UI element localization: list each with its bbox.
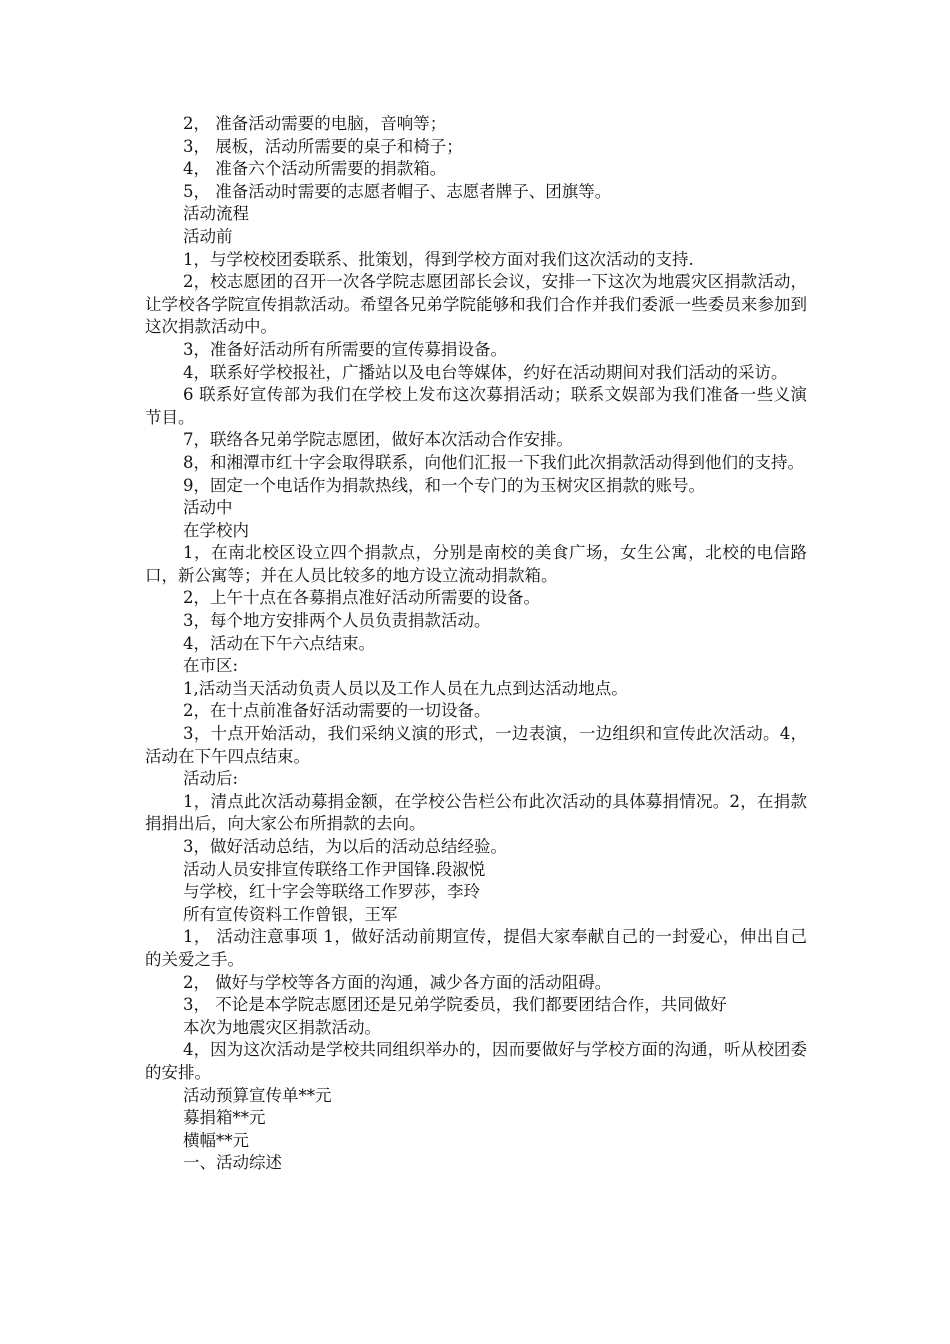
paragraph: 1,活动当天活动负责人员以及工作人员在九点到达活动地点。 [183, 678, 628, 698]
section-heading: 活动前 [183, 226, 233, 246]
paragraph: 2，上午十点在各募捐点准好活动所需要的设备。 [183, 588, 540, 608]
paragraph: 3，准备好活动所有所需要的宣传募捐设备。 [183, 339, 507, 359]
paragraph: 4，活动在下午六点结束。 [183, 633, 375, 653]
paragraph: 本次为地震灾区捐款活动。 [183, 1017, 381, 1037]
paragraph: 1，清点此次活动募捐金额，在学校公告栏公布此次活动的具体募捐情况。2，在捐款捐捐出后，向大家公布所捐款的去向。 [145, 791, 807, 834]
paragraph: 4，联系好学校报社，广播站以及电台等媒体，约好在活动期间对我们活动的采访。 [183, 362, 788, 382]
paragraph: 6 联系好宣传部为我们在学校上发布这次募捐活动；联系文娱部为我们准备一些义演节目。 [145, 385, 807, 427]
paragraph: 1， 活动注意事项 1，做好活动前期宣传，提倡大家奉献自己的一封爱心，伸出自己的关爱之手。 [145, 927, 807, 969]
document-page [145, 113, 807, 1175]
paragraph: 1，在南北校区设立四个捐款点，分别是南校的美食广场，女生公寓，北校的电信路口，新公寓等；并在人员比较多的地方设立流动捐款箱。 [145, 543, 807, 585]
paragraph: 2， 做好与学校等各方面的沟通，减少各方面的活动阻碍。 [183, 972, 612, 992]
section-heading: 活动中 [183, 498, 233, 518]
section-heading: 活动流程 [183, 204, 249, 224]
section-heading: 在学校内 [183, 520, 249, 540]
paragraph: 与学校，红十字会等联络工作罗莎，李玲 [183, 882, 480, 902]
section-heading: 在市区: [183, 656, 239, 676]
paragraph: 横幅**元 [183, 1130, 249, 1150]
paragraph: 7，联络各兄弟学院志愿团，做好本次活动合作安排。 [183, 430, 573, 450]
paragraph: 3，每个地方安排两个人员负责捐款活动。 [183, 611, 491, 631]
paragraph: 活动人员安排宣传联络工作尹国锋.段淑悦 [183, 859, 486, 879]
paragraph: 活动预算宣传单**元 [183, 1085, 332, 1105]
paragraph: 2，在十点前准备好活动需要的一切设备。 [183, 701, 491, 721]
paragraph: 3， 不论是本学院志愿团还是兄弟学院委员，我们都要团结合作，共同做好 [183, 995, 727, 1015]
paragraph: 4， 准备六个活动所需要的捐款箱。 [183, 159, 447, 179]
paragraph: 8，和湘潭市红十字会取得联系，向他们汇报一下我们此次捐款活动得到他们的支持。 [183, 452, 804, 472]
paragraph: 5， 准备活动时需要的志愿者帽子、志愿者牌子、团旗等。 [183, 181, 612, 201]
paragraph: 3， 展板，活动所需要的桌子和椅子； [183, 136, 463, 156]
paragraph: 2， 准备活动需要的电脑，音响等； [183, 114, 447, 133]
paragraph: 1，与学校校团委联系、批策划，得到学校方面对我们这次活动的支持. [183, 249, 694, 269]
paragraph: 4，因为这次活动是学校共同组织举办的，因而要做好与学校方面的沟通，听从校团委的安排。 [145, 1040, 807, 1082]
paragraph: 2，校志愿团的召开一次各学院志愿团部长会议，安排一下这次为地震灾区捐款活动，让学校各学院宣传捐款活动。希望各兄弟学院能够和我们合作并我们委派一些委员来参加到这次捐款活动中。 [145, 272, 807, 337]
paragraph: 9，固定一个电话作为捐款热线，和一个专门的为玉树灾区捐款的账号。 [183, 475, 705, 495]
paragraph: 3，做好活动总结，为以后的活动总结经验。 [183, 837, 507, 856]
paragraph: 3，十点开始活动，我们采纳义演的形式，一边表演，一边组织和宣传此次活动。4，活动在下午四点结束。 [145, 724, 807, 766]
section-heading: 一、活动综述 [183, 1153, 282, 1173]
paragraph: 募捐箱**元 [183, 1108, 266, 1128]
section-heading: 活动后: [183, 769, 239, 789]
paragraph: 所有宣传资料工作曾银，王军 [183, 904, 398, 924]
